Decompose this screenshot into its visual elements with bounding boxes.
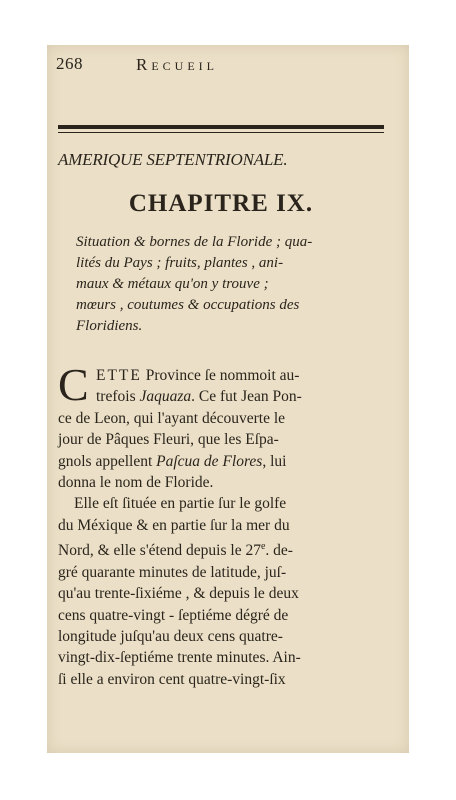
body-line: trefois Jaquaza. Ce fut Jean Pon- bbox=[96, 388, 302, 406]
smallcaps-word: ETTE bbox=[96, 367, 142, 384]
body-line: du Méxique & en partie ſur la mer du bbox=[58, 516, 290, 534]
summary-line: maux & métaux qu'on y trouve ; bbox=[76, 276, 269, 292]
chapter-title: CHAPITRE IX. bbox=[128, 190, 314, 217]
body-line: gré quarante minutes de latitude, juſ- bbox=[58, 563, 287, 581]
body-line: qu'au trente-ſixiéme , & depuis le deux bbox=[58, 585, 299, 603]
body-line: jour de Pâques Fleuri, que les Eſpa- bbox=[58, 431, 279, 449]
italic-term: Jaquaza bbox=[139, 388, 192, 406]
summary-line: Situation & bornes de la Floride ; qua- bbox=[76, 234, 313, 250]
body-line: Nord, & elle s'étend depuis le 27e. de- bbox=[58, 541, 293, 560]
body-line: vingt-dix-ſeptiéme trente minutes. Ain- bbox=[58, 649, 301, 667]
body-text bbox=[58, 365, 388, 690]
summary-line: Floridiens. bbox=[76, 318, 143, 334]
summary-line: mœurs , coutumes & occupations des bbox=[76, 297, 300, 313]
drop-cap: C bbox=[58, 359, 89, 410]
running-title: Recueil bbox=[136, 55, 218, 74]
body-line: cens quatre-vingt - ſeptiéme dégré de bbox=[58, 606, 289, 624]
body-line: ETTE Province ſe nommoit au- bbox=[96, 367, 300, 384]
header-rule-thin bbox=[58, 132, 384, 133]
header-rule-thick bbox=[58, 125, 384, 129]
section-title: AMERIQUE SEPTENTRIONALE. bbox=[58, 150, 288, 169]
italic-term: Paſcua de Flores bbox=[156, 452, 263, 470]
page-number: 268 bbox=[56, 54, 83, 73]
body-line: ce de Leon, qui l'ayant découverte le bbox=[58, 409, 286, 427]
superscript: e bbox=[260, 541, 266, 553]
body-line: Elle eſt ſituée en partie ſur le golfe bbox=[74, 495, 287, 513]
body-line: donna le nom de Floride. bbox=[58, 474, 214, 492]
body-line: gnols appellent Paſcua de Flores, lui bbox=[58, 452, 287, 470]
body-line: longitude juſqu'au deux cens quatre- bbox=[58, 628, 283, 646]
body-line: ſi elle a environ cent quatre-vingt-ſix bbox=[58, 670, 286, 688]
chapter-summary bbox=[76, 232, 386, 337]
summary-line: lités du Pays ; fruits, plantes , ani- bbox=[76, 255, 284, 271]
